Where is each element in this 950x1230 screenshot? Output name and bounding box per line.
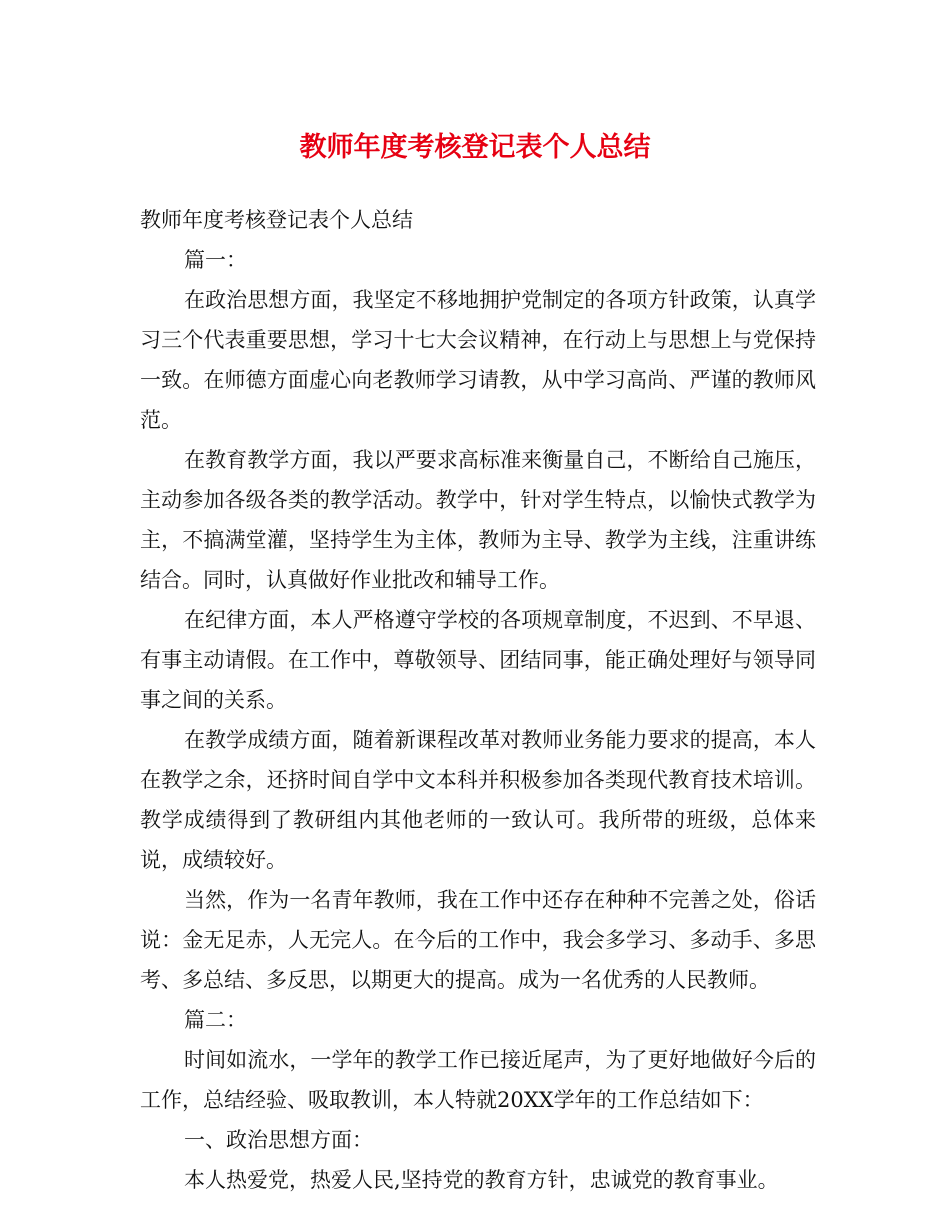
paragraph-teaching: 在教育教学方面，我以严要求高标准来衡量自己，不断给自己施压，主动参加各级各类的教学活动。教学中，针对学生特点，以愉快式教学为主，不搞满堂灌，坚持学生为主体，教师为主导、教学为主线，注重讲练结合。同时，认真做好作业批改和辅导工作。 <box>140 448 816 592</box>
subheading-political-thought: 一、政治思想方面： <box>184 1128 373 1152</box>
section-label-part-one: 篇一： <box>184 248 247 272</box>
paragraph-love-party: 本人热爱党，热爱人民,坚持党的教育方针，忠诚党的教育事业。 <box>184 1168 779 1192</box>
paragraph-discipline: 在纪律方面，本人严格遵守学校的各项规章制度，不迟到、不早退、有事主动请假。在工作中，尊敬领导、团结同事，能正确处理好与领导同事之间的关系。 <box>140 608 816 712</box>
paragraph-teaching-results: 在教学成绩方面，随着新课程改革对教师业务能力要求的提高，本人在教学之余，还挤时间自学中文本科并积极参加各类现代教育技术培训。教学成绩得到了教研组内其他老师的一致认可。我所带的班级，总体来说，成绩较好。 <box>140 728 816 872</box>
paragraph-political-thought: 在政治思想方面，我坚定不移地拥护党制定的各项方针政策，认真学习三个代表重要思想，学习十七大会议精神，在行动上与思想上与党保持一致。在师德方面虚心向老教师学习请教，从中学习高尚、严谨的教师风范。 <box>140 288 816 432</box>
body-heading: 教师年度考核登记表个人总结 <box>140 208 413 232</box>
section-label-part-two: 篇二： <box>184 1008 247 1032</box>
paragraph-intro-part-two: 时间如流水，一学年的教学工作已接近尾声，为了更好地做好今后的工作，总结经验、吸取教训，本人特就20XX学年的工作总结如下： <box>140 1048 816 1112</box>
document-title: 教师年度考核登记表个人总结 <box>299 132 651 163</box>
document-body <box>140 200 816 1200</box>
paragraph-shortcomings: 当然，作为一名青年教师，我在工作中还存在种种不完善之处，俗话说：金无足赤，人无完人。在今后的工作中，我会多学习、多动手、多思考、多总结、多反思，以期更大的提高。成为一名优秀的人民教师。 <box>140 888 816 992</box>
